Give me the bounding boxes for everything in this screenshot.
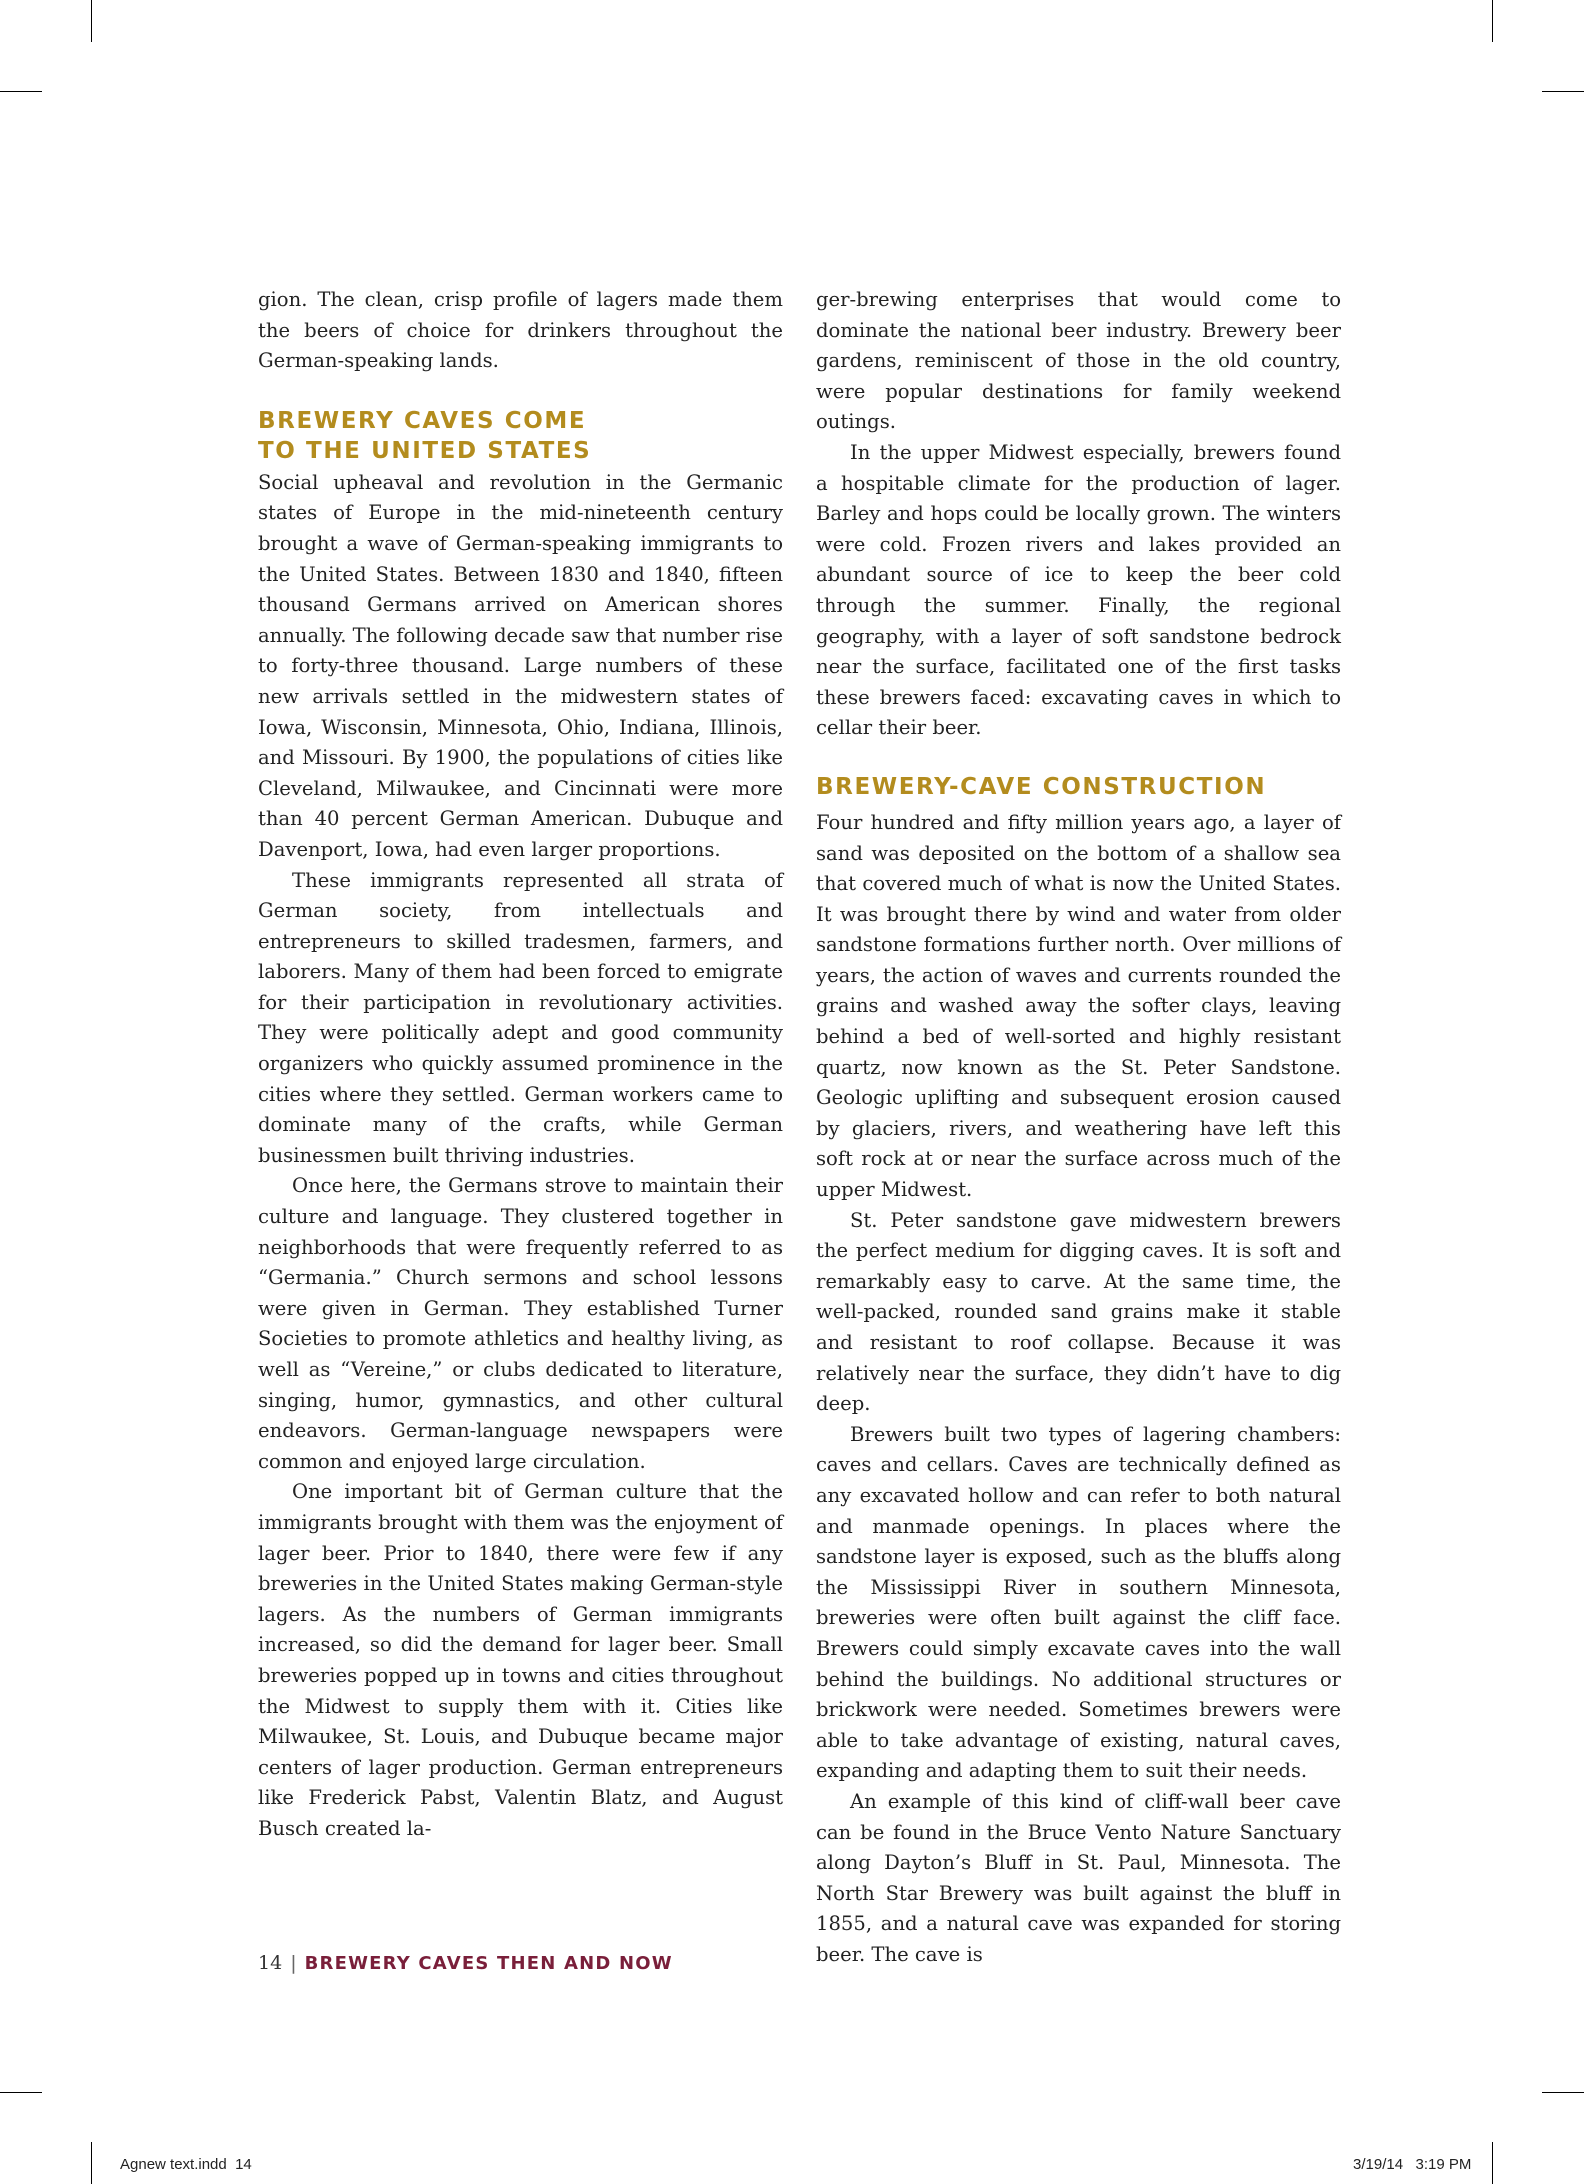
section-heading-line: TO THE UNITED STATES xyxy=(258,437,592,464)
paragraph: St. Peter sandstone gave midwestern brewers the perfect medium for digging caves. It is soft and remarkably easy to carve. At the same time, the well-packed, rounded sand grains make it stable and resistant to roof collapse. Because it was relatively near the surface, they didn’t have to dig deep. xyxy=(816,1208,1341,1416)
paragraph: These immigrants represented all strata of German society, from intellectuals and entrepreneurs to skilled tradesmen, farmers, and laborers. Many of them had been forced to emigrate for their participation in revolutionary activities. They were politically adept and good community organizers who quickly assumed prominence in the cities where they settled. German workers came to dominate many of the crafts, while German businessmen built thriving industries. xyxy=(258,868,783,1167)
slug-timestamp: 3/19/14 3:19 PM xyxy=(1353,2156,1472,2173)
paragraph: ger-brewing enterprises that would come to dominate the national beer industry. Brewery beer gardens, reminiscent of those in the old country, were popular destinations for family weekend outings. xyxy=(816,288,1341,434)
paragraph: In the upper Midwest especially, brewers found a hospitable climate for the production of lager. Barley and hops could be locally grown. The winters were cold. Frozen rivers and lakes provided an abundant source of ice to keep the beer cold through the summer. Finally, the regional geography, with a layer of soft sandstone bedrock near the surface, facilitated one of the first tasks these brewers faced: excavating caves in which to cellar their beer. xyxy=(816,440,1341,740)
left-column xyxy=(258,285,783,1845)
footer-separator: | xyxy=(290,1952,297,1974)
crop-mark-bottom-left-horizontal xyxy=(0,2092,42,2093)
paragraph: Social upheaval and revolution in the Germanic states of Europe in the mid-nineteenth century brought a wave of German-speaking immigrants to the United States. Between 1830 and 1840, fifteen thousand Germans arrived on American shores annually. The following decade saw that number rise to forty-three thousand. Large numbers of these new arrivals settled in the midwestern states of Iowa, Wisconsin, Minnesota, Ohio, Indiana, Illinois, and Missouri. By 1900, the populations of cities like Cleveland, Milwaukee, and Cincinnati were more than 40 percent German American. Dubuque and Davenport, Iowa, had even larger proportions. xyxy=(258,470,784,861)
paragraph: gion. The clean, crisp profile of lagers made them the beers of choice for drinkers throughout the German-speaking lands. xyxy=(258,288,783,373)
right-column xyxy=(816,285,1341,1970)
section-heading-line: BREWERY CAVES COME xyxy=(258,407,587,434)
section-heading xyxy=(816,772,1341,802)
paragraph: One important bit of German culture that the immigrants brought with them was the enjoyment of lager beer. Prior to 1840, there were few if any breweries in the United States making German-style lagers. As the numbers of German immigrants increased, so did the demand for lager beer. Small breweries popped up in towns and cities throughout the Midwest to supply them with it. Cities like Milwaukee, St. Louis, and Dubuque became major centers of lager production. German entrepreneurs like Frederick Pabst, Valentin Blatz, and August Busch created la- xyxy=(258,1480,783,1840)
section-heading xyxy=(258,406,783,466)
paragraph: Brewers built two types of lagering chambers: caves and cellars. Caves are technically defined as any excavated hollow and can refer to both natural and manmade openings. In places where the sandstone layer is exposed, such as the bluffs along the Mississippi River in southern Minnesota, breweries were often built against the cliff face. Brewers could simply excavate caves into the wall behind the buildings. No additional structures or brickwork were needed. Sometimes brewers were able to take advantage of existing, natural caves, expanding and adapting them to suit their needs. xyxy=(816,1422,1341,1783)
crop-mark-bottom-right-horizontal xyxy=(1542,2092,1584,2093)
crop-mark-bottom-right-vertical xyxy=(1492,2142,1493,2184)
crop-mark-top-right-horizontal xyxy=(1542,91,1584,92)
book-title: BREWERY CAVES THEN AND NOW xyxy=(304,1953,673,1974)
paragraph: An example of this kind of cliff-wall beer cave can be found in the Bruce Vento Nature Sanctuary along Dayton’s Bluff in St. Paul, Minnesota. The North Star Brewery was built against the bluff in 1855, and a natural cave was expanded for storing beer. The cave is xyxy=(816,1789,1341,1966)
page-number: 14 xyxy=(258,1952,283,1974)
paragraph: Four hundred and fifty million years ago, a layer of sand was deposited on the bottom of a shallow sea that covered much of what is now the United States. It was brought there by wind and water from older sandstone formations further north. Over millions of years, the action of waves and currents rounded the grains and washed away the softer clays, leaving behind a bed of well-sorted and highly resistant quartz, now known as the St. Peter Sandstone. Geologic uplifting and subsequent erosion caused by glaciers, rivers, and weathering have left this soft rock at or near the surface across much of the upper Midwest. xyxy=(816,810,1341,1202)
crop-mark-top-left-horizontal xyxy=(0,91,42,92)
crop-mark-top-right-vertical xyxy=(1492,0,1493,42)
running-footer xyxy=(258,1952,673,1975)
crop-mark-bottom-left-vertical xyxy=(91,2142,92,2184)
paragraph: Once here, the Germans strove to maintain their culture and language. They clustered together in neighborhoods that were frequently referred to as “Germania.” Church sermons and school lessons were given in German. They established Turner Societies to promote athletics and healthy living, as well as “Vereine,” or clubs dedicated to literature, singing, humor, gymnastics, and other cultural endeavors. German-language newspapers were common and enjoyed large circulation. xyxy=(258,1174,783,1473)
slug-filename: Agnew text.indd 14 xyxy=(120,2156,252,2173)
crop-mark-top-left-vertical xyxy=(91,0,92,42)
section-heading-line: BREWERY-CAVE CONSTRUCTION xyxy=(816,773,1267,800)
